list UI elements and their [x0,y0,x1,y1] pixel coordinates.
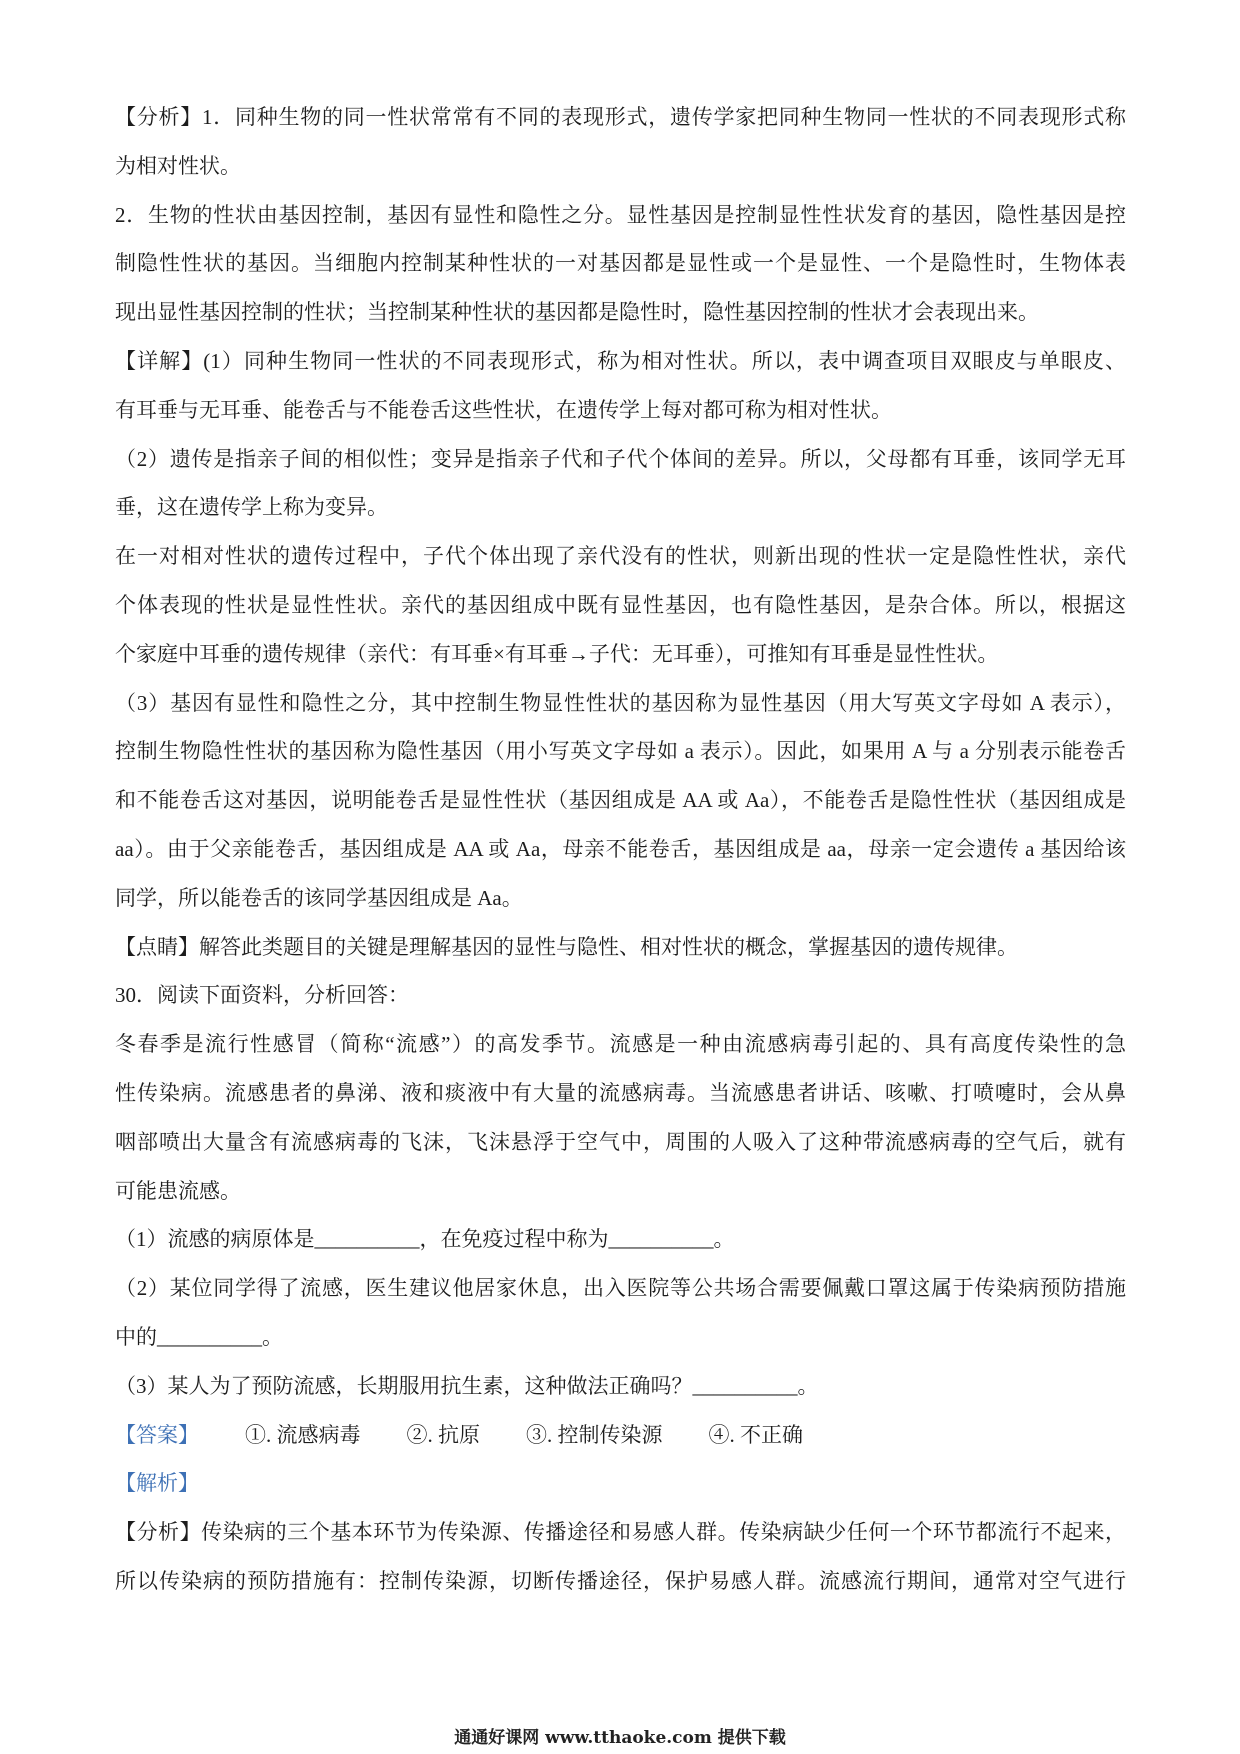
answer-item: ①. 流感病毒 [245,1422,361,1447]
text-line: 制隐性性状的基因。当细胞内控制某种性状的一对基因都是显性或一个是显性、一个是隐性时，生物体表 [115,251,1126,276]
text-line: 性传染病。流感患者的鼻涕、液和痰液中有大量的流感病毒。当流感患者讲话、咳嗽、打喷嚏时，会从鼻 [115,1080,1126,1105]
text-line: 个家庭中耳垂的遗传规律（亲代：有耳垂×有耳垂→子代：无耳垂），可推知有耳垂是显性性状。 [115,641,999,666]
answer-item: ③. 控制传染源 [526,1422,663,1447]
explanation-label: 【解析】 [115,1471,199,1496]
answer-item: ②. 抗原 [406,1422,480,1447]
text-line: 垂，这在遗传学上称为变异。 [115,495,388,520]
text-line: 为相对性状。 [115,153,241,178]
text-line: 和不能卷舌这对基因，说明能卷舌是显性性状（基因组成是 AA 或 Aa），不能卷舌是隐性性状（基因组成是 [115,788,1126,813]
answer-item: ④. 不正确 [708,1422,803,1447]
text-line: 现出显性基因控制的性状；当控制某种性状的基因都是隐性时，隐性基因控制的性状才会表现出来。 [115,300,1039,325]
answer-label: 【答案】 [115,1422,199,1447]
question-title: 30．阅读下面资料，分析回答： [115,983,409,1008]
text-line: 个体表现的性状是显性性状。亲代的基因组成中既有显性基因，也有隐性基因，是杂合体。所以，根据这 [115,592,1126,617]
text-line: 咽部喷出大量含有流感病毒的飞沫，飞沫悬浮于空气中，周围的人吸入了这种带流感病毒的空气后，就有 [115,1129,1126,1154]
text-line: 有耳垂与无耳垂、能卷舌与不能卷舌这些性状，在遗传学上每对都可称为相对性状。 [115,397,892,422]
document-body [115,93,1126,1606]
question-item: （3）某人为了预防流感，长期服用抗生素，这种做法正确吗？__________。 [115,1373,819,1398]
answer-row [115,1411,1126,1460]
question-item: （1）流感的病原体是__________，在免疫过程中称为__________。 [115,1227,735,1252]
question-item: 中的__________。 [115,1324,283,1349]
text-line: 所以传染病的预防措施有：控制传染源，切断传播途径，保护易感人群。流感流行期间，通常对空气进行 [115,1568,1126,1593]
text-line: 【分析】1．同种生物的同一性状常常有不同的表现形式，遗传学家把同种生物同一性状的不同表现形式称 [115,105,1126,129]
text-line: aa）。由于父亲能卷舌，基因组成是 AA 或 Aa，母亲不能卷舌，基因组成是 aa，母亲一定会遗传 a 基因给该 [115,836,1126,861]
text-line: 2．生物的性状由基因控制，基因有显性和隐性之分。显性基因是控制显性性状发育的基因，隐性基因是控 [115,202,1126,227]
text-line: 【点睛】解答此类题目的关键是理解基因的显性与隐性、相对性状的概念，掌握基因的遗传规律。 [115,934,1018,959]
page-footer: 通通好课网 www.tthaoke.com 提供下载 [454,1728,786,1748]
text-line: 【详解】(1）同种生物同一性状的不同表现形式，称为相对性状。所以，表中调查项目双眼皮与单眼皮、 [115,348,1126,373]
text-line: 控制生物隐性性状的基因称为隐性基因（用小写英文字母如 a 表示）。因此，如果用 A 与 a 分别表示能卷舌 [115,739,1126,764]
explanation-row [115,1459,1126,1508]
question-item: （2）某位同学得了流感，医生建议他居家休息，出入医院等公共场合需要佩戴口罩这属于传染病预防措施 [115,1276,1126,1301]
text-line: 可能患流感。 [115,1178,241,1203]
text-line: （2）遗传是指亲子间的相似性；变异是指亲子代和子代个体间的差异。所以，父母都有耳垂，该同学无耳 [115,446,1126,471]
text-line: 在一对相对性状的遗传过程中，子代个体出现了亲代没有的性状，则新出现的性状一定是隐性性状，亲代 [115,544,1126,569]
text-line: 【分析】传染病的三个基本环节为传染源、传播途径和易感人群。传染病缺少任何一个环节都流行不起来， [115,1520,1126,1545]
text-line: 冬春季是流行性感冒（简称“流感”）的高发季节。流感是一种由流感病毒引起的、具有高度传染性的急 [115,1032,1126,1057]
text-line: 同学，所以能卷舌的该同学基因组成是 Aa。 [115,885,523,910]
text-line: （3）基因有显性和隐性之分，其中控制生物显性性状的基因称为显性基因（用大写英文字母如 A 表示）， [115,690,1126,715]
